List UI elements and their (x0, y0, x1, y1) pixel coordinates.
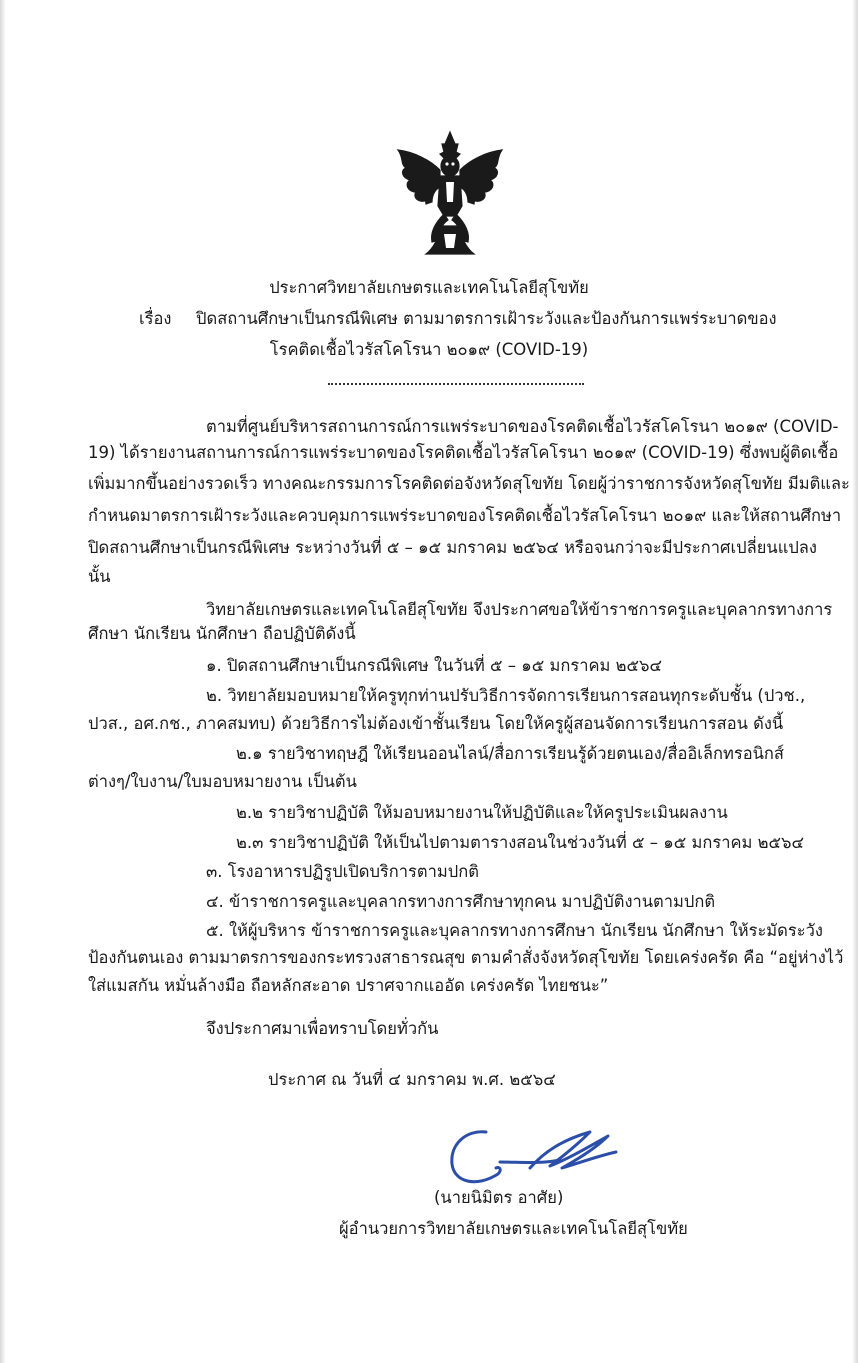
list-item-2-2: ๒.๒ รายวิชาปฏิบัติ ให้มอบหมายงานให้ปฏิบัติและให้ครูประเมินผลงาน (236, 803, 728, 822)
list-item-2-3: ๒.๓ รายวิชาปฏิบัติ ให้เป็นไปตามตารางสอนในช่วงวันที่ ๕ – ๑๕ มกราคม ๒๕๖๔ (236, 833, 804, 852)
paragraph-1-line-1: ตามที่ศูนย์บริหารสถานการณ์การแพร่ระบาดของโรคติดเชื้อไวรัสโคโรนา ๒๐๑๙ (COVID- (206, 417, 839, 436)
paragraph-1-line-6: นั้น (88, 567, 111, 586)
paragraph-1-line-3: เพิ่มมากขึ้นอย่างรวดเร็ว ทางคณะกรรมการโรคติดต่อจังหวัดสุโขทัย โดยผู้ว่าราชการจังหวัดสุโขทัย มีมติและ (88, 474, 850, 493)
signer-position: ผู้อำนวยการวิทยาลัยเกษตรและเทคโนโลยีสุโขทัย (339, 1219, 688, 1238)
garuda-emblem (390, 130, 510, 256)
signer-name: (นายนิมิตร อาศัย) (434, 1188, 564, 1207)
announcement-date: ประกาศ ณ วันที่ ๔ มกราคม พ.ศ. ๒๕๖๔ (268, 1070, 556, 1089)
list-item-5-line-3: ใส่แมสกัน หมั่นล้างมือ ถือหลักสะอาด ปราศจากแออัด เคร่งครัด ไทยชนะ” (88, 976, 609, 995)
list-item-5-line-1: ๕. ให้ผู้บริหาร ข้าราชการครูและบุคลากรทางการศึกษา นักเรียน นักศึกษา ให้ระมัดระวัง (206, 921, 823, 940)
subject-line-1: ปิดสถานศึกษาเป็นกรณีพิเศษ ตามมาตรการเฝ้าระวังและป้องกันการแพร่ระบาดของ (196, 309, 777, 328)
paragraph-2-line-1: วิทยาลัยเกษตรและเทคโนโลยีสุโขทัย จึงประกาศขอให้ข้าราชการครูและบุคลากรทางการ (206, 600, 833, 619)
list-item-2-line-1: ๒. วิทยาลัยมอบหมายให้ครูทุกท่านปรับวิธีการจัดการเรียนการสอนทุกระดับชั้น (ปวช., (206, 686, 806, 705)
paragraph-1-line-5: ปิดสถานศึกษาเป็นกรณีพิเศษ ระหว่างวันที่ ๕ – ๑๕ มกราคม ๒๕๖๔ หรือจนกว่าจะมีประกาศเปลี่ยนแปลง (88, 538, 817, 557)
subject-line-2: โรคติดเชื้อไวรัสโคโรนา ๒๐๑๙ (COVID-19) (269, 340, 589, 359)
list-item-3: ๓. โรงอาหารปฏิรูปเปิดบริการตามปกติ (206, 862, 479, 881)
list-item-1: ๑. ปิดสถานศึกษาเป็นกรณีพิเศษ ในวันที่ ๕ – ๑๕ มกราคม ๒๕๖๔ (206, 656, 662, 675)
paragraph-2-line-2: ศึกษา นักเรียน นักศึกษา ถือปฏิบัติดังนี้ (88, 624, 356, 643)
scan-edge-right (852, 0, 858, 1363)
paragraph-1-line-2: 19) ได้รายงานสถานการณ์การแพร่ระบาดของโรคติดเชื้อไวรัสโคโรนา ๒๐๑๙ (COVID-19) ซึ่งพบผู้ติดเชื้อ (88, 443, 839, 462)
list-item-5-line-2: ป้องกันตนเอง ตามมาตรการของกระทรวงสาธารณสุข ตามคำสั่งจังหวัดสุโขทัย โดยเคร่งครัด คือ “อยู่ห่างไว้ (88, 948, 844, 967)
handwritten-signature (440, 1122, 640, 1194)
list-item-4: ๔. ข้าราชการครูและบุคลากรทางการศึกษาทุกคน มาปฏิบัติงานตามปกติ (206, 892, 716, 911)
list-item-2-1-line-2: ต่างๆ/ใบงาน/ใบมอบหมายงาน เป็นต้น (88, 772, 357, 791)
list-item-2-line-2: ปวส., อศ.กช., ภาคสมทบ) ด้วยวิธีการไม่ต้องเข้าชั้นเรียน โดยให้ครูผู้สอนจัดการเรียนการสอน ดังนี้ (88, 714, 784, 733)
subject-label: เรื่อง (139, 309, 172, 328)
list-item-2-1-line-1: ๒.๑ รายวิชาทฤษฎี ให้เรียนออนไลน์/สื่อการเรียนรู้ด้วยตนเอง/สื่ออิเล็กทรอนิกส์ (236, 744, 784, 763)
dotted-separator (328, 383, 584, 385)
closing-line: จึงประกาศมาเพื่อทราบโดยทั่วกัน (206, 1019, 439, 1038)
announcement-title: ประกาศวิทยาลัยเกษตรและเทคโนโลยีสุโขทัย (269, 278, 589, 297)
paragraph-1-line-4: กำหนดมาตรการเฝ้าระวังและควบคุมการแพร่ระบาดของโรคติดเชื้อไวรัสโคโรนา ๒๐๑๙ และให้สถานศึกษา (88, 506, 842, 525)
scan-edge-left (0, 0, 6, 1363)
